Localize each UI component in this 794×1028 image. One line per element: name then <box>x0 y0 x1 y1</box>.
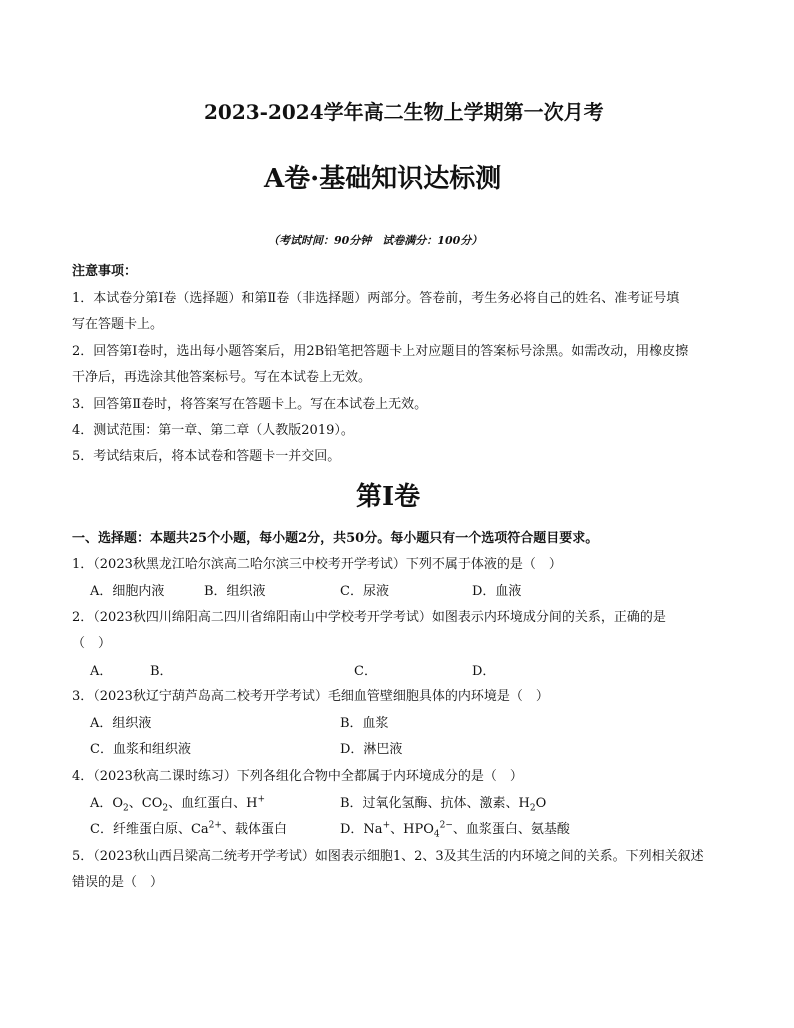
q4-a-text: 、CO <box>128 796 163 811</box>
q4-b-text: B．过氧化氢酶、抗体、激素、H <box>340 796 530 811</box>
section-title: 第Ⅰ卷 <box>356 482 421 512</box>
q4-b-sub: 2 <box>529 803 536 814</box>
q4-stem: 4．（2023秋高二课时练习）下列各组化合物中全都属于内环境成分的是（ ） <box>72 769 523 784</box>
q4-option-d <box>340 818 570 840</box>
exam-info: （考试时间：90分钟 试卷满分：100分） <box>268 234 483 247</box>
q3-option-a: A．组织液 <box>90 716 152 731</box>
q4-d-sub: 4 <box>433 829 440 840</box>
notes-heading: 注意事项： <box>72 264 138 279</box>
note-line: 4．测试范围：第一章、第二章（人教版2019）。 <box>72 423 354 438</box>
q2-option-b: B． <box>150 664 173 679</box>
section-instruction: 一、选择题：本题共25个小题，每小题2分，共50分。每小题只有一个选项符合题目要求。 <box>72 531 599 546</box>
q4-d-text: 、血浆蛋白、氨基酸 <box>452 822 570 837</box>
q4-d-sup: 2− <box>439 820 453 831</box>
q4-c-text: 、载体蛋白 <box>221 822 287 837</box>
q4-c-sup: 2+ <box>208 820 222 831</box>
q3-option-d: D．淋巴液 <box>340 742 403 757</box>
q3-stem: 3．（2023秋辽宁葫芦岛高二校考开学考试）毛细血管壁细胞具体的内环境是（ ） <box>72 689 549 704</box>
q4-option-c <box>90 818 287 837</box>
q4-c-text: C．纤维蛋白原、Ca <box>90 822 209 837</box>
q5-stem-cont: 错误的是（ ） <box>72 875 164 890</box>
q1-stem: 1．（2023秋黑龙江哈尔滨高二哈尔滨三中校考开学考试）下列不属于体液的是（ ） <box>72 557 562 572</box>
note-line: 写在答题卡上。 <box>72 317 164 332</box>
q4-option-b <box>340 792 546 814</box>
q4-b-text: O <box>535 796 547 811</box>
note-line: 3．回答第Ⅱ卷时，将答案写在答题卡上。写在本试卷上无效。 <box>72 397 428 412</box>
q4-a-sub: 2 <box>123 803 129 814</box>
exam-subtitle: A卷·基础知识达标测 <box>264 164 502 194</box>
q2-option-c: C． <box>354 664 377 679</box>
q2-stem: 2．（2023秋四川绵阳高二四川省绵阳南山中学校考开学考试）如图表示内环境成分间的关系，正确的是 <box>72 610 666 625</box>
q4-a-text: 、血红蛋白、H <box>168 796 258 811</box>
q3-option-c: C．血浆和组织液 <box>90 742 191 757</box>
q4-option-a <box>90 792 265 814</box>
note-line: 2．回答第Ⅰ卷时，选出每小题答案后，用2B铅笔把答题卡上对应题目的答案标号涂黑。如需改动，用橡皮擦 <box>72 344 689 359</box>
exam-title: 2023-2024学年高二生物上学期第一次月考 <box>204 100 604 124</box>
q3-option-b: B．血浆 <box>340 716 389 731</box>
q2-option-d: D． <box>472 664 496 679</box>
q1-option-c: C．尿液 <box>340 584 389 599</box>
q4-a-text: A．O <box>90 796 124 811</box>
q4-d-text: D．Na <box>340 822 383 837</box>
q1-option-d: D．血液 <box>472 584 522 599</box>
note-line: 5．考试结束后，将本试卷和答题卡一并交回。 <box>72 449 341 464</box>
q1-option-b: B．组织液 <box>204 584 266 599</box>
q2-stem-cont: （ ） <box>72 636 112 651</box>
q4-d-sup: + <box>382 820 391 831</box>
note-line: 1．本试卷分第Ⅰ卷（选择题）和第Ⅱ卷（非选择题）两部分。答卷前，考生务必将自己的姓名、准考证号填 <box>72 291 680 306</box>
q4-a-sup: + <box>257 794 266 805</box>
note-line: 干净后，再选涂其他答案标号。写在本试卷上无效。 <box>72 370 372 385</box>
q4-a-sub: 2 <box>162 803 169 814</box>
q2-option-a: A． <box>90 664 113 679</box>
q5-stem: 5．（2023秋山西吕梁高二统考开学考试）如图表示细胞1、2、3及其生活的内环境之间的关系。下列相关叙述 <box>72 849 704 864</box>
q4-d-text: 、HPO <box>390 822 434 837</box>
q1-option-a: A．细胞内液 <box>90 584 165 599</box>
